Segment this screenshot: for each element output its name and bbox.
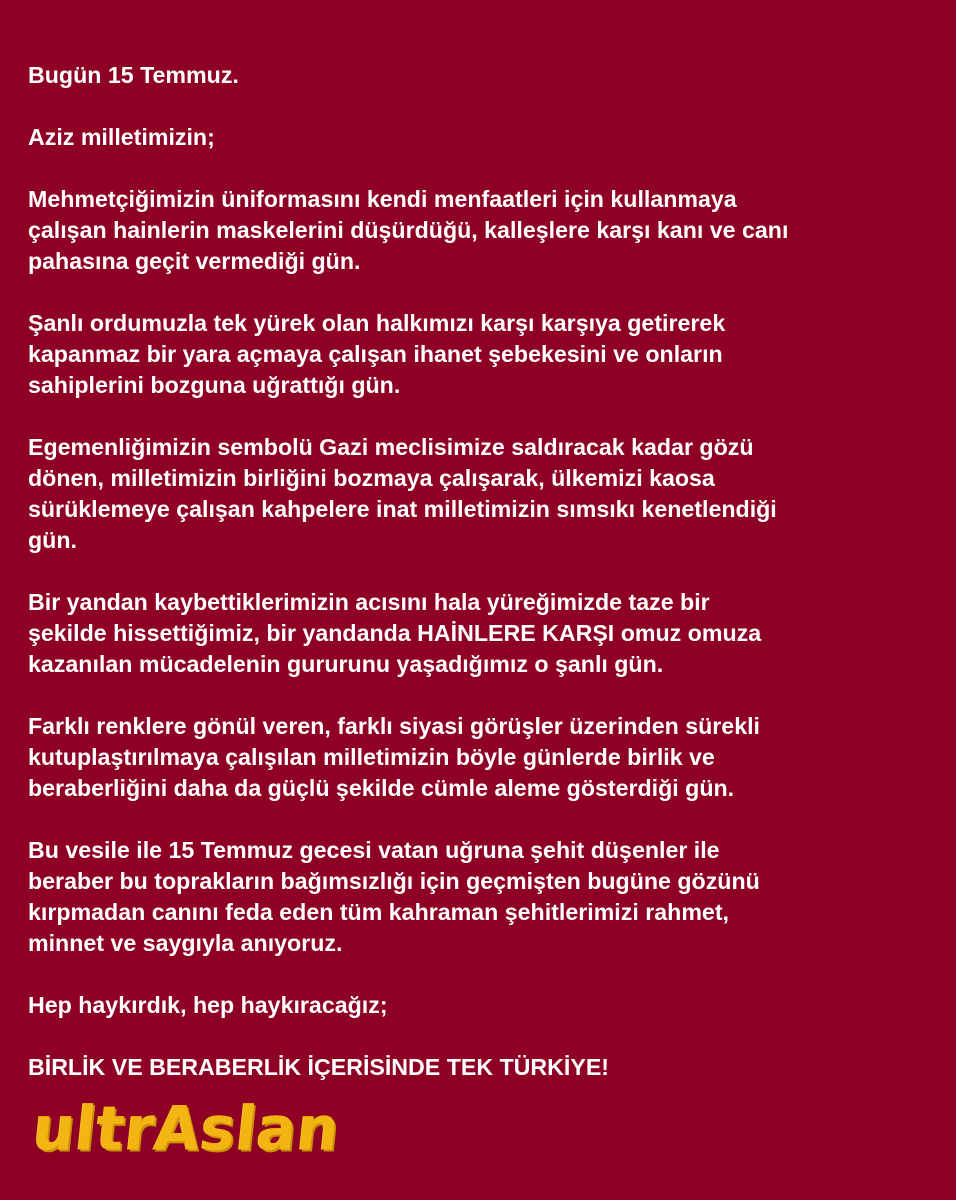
statement-paragraph: Egemenliğimizin sembolü Gazi meclisimize saldıracak kadar gözü dönen, milletimizin birliğini bozmaya çalışarak, ülkemizi kaosa sürüklemeye çalışan kahpelere inat milletimizin sımsıkı kenetlendiği gün.	[28, 434, 777, 553]
ultraslan-logo	[29, 1092, 360, 1168]
statement-paragraph-slogan: BİRLİK VE BERABERLİK İÇERİSİNDE TEK TÜRKİYE!	[28, 1054, 610, 1080]
statement-paragraph-salutation: Aziz milletimizin;	[28, 124, 215, 150]
statement-text-block	[28, 60, 928, 1114]
statement-paragraph: Farklı renklere gönül veren, farklı siyasi görüşler üzerinden sürekli kutuplaştırılmaya çalışılan milletimizin böyle günlerde birlik ve beraberliğini daha da güçlü şekilde cümle aleme gösterdiği gün.	[28, 713, 760, 801]
statement-paragraph: Bir yandan kaybettiklerimizin acısını hala yüreğimizde taze bir şekilde hissettiğimiz, bir yandanda HAİNLERE KARŞI omuz omuza kazanılan mücadelenin gururunu yaşadığımız o şanlı gün.	[28, 589, 762, 677]
statement-paragraph-date: Bugün 15 Temmuz.	[28, 62, 239, 88]
statement-paragraph: Şanlı ordumuzla tek yürek olan halkımızı karşı karşıya getirerek kapanmaz bir yara açmaya çalışan ihanet şebekesini ve onların sahiplerini bozguna uğrattığı gün.	[28, 310, 726, 398]
statement-paragraph-slogan-intro: Hep haykırdık, hep haykıracağız;	[28, 992, 388, 1018]
statement-paragraph: Mehmetçiğimizin üniformasını kendi menfaatleri için kullanmaya çalışan hainlerin maskelerini düşürdüğü, kalleşlere karşı kanı ve canı pahasına geçit vermediği gün.	[28, 186, 789, 274]
logo-wordmark: ultrAslan	[29, 1092, 344, 1165]
statement-paragraph: Bu vesile ile 15 Temmuz gecesi vatan uğruna şehit düşenler ile beraber bu toprakların bağımsızlığı için geçmişten bugüne gözünü kırpmadan canını feda eden tüm kahraman şehitlerimizi rahmet, minnet ve saygıyla anıyoruz.	[28, 837, 760, 956]
